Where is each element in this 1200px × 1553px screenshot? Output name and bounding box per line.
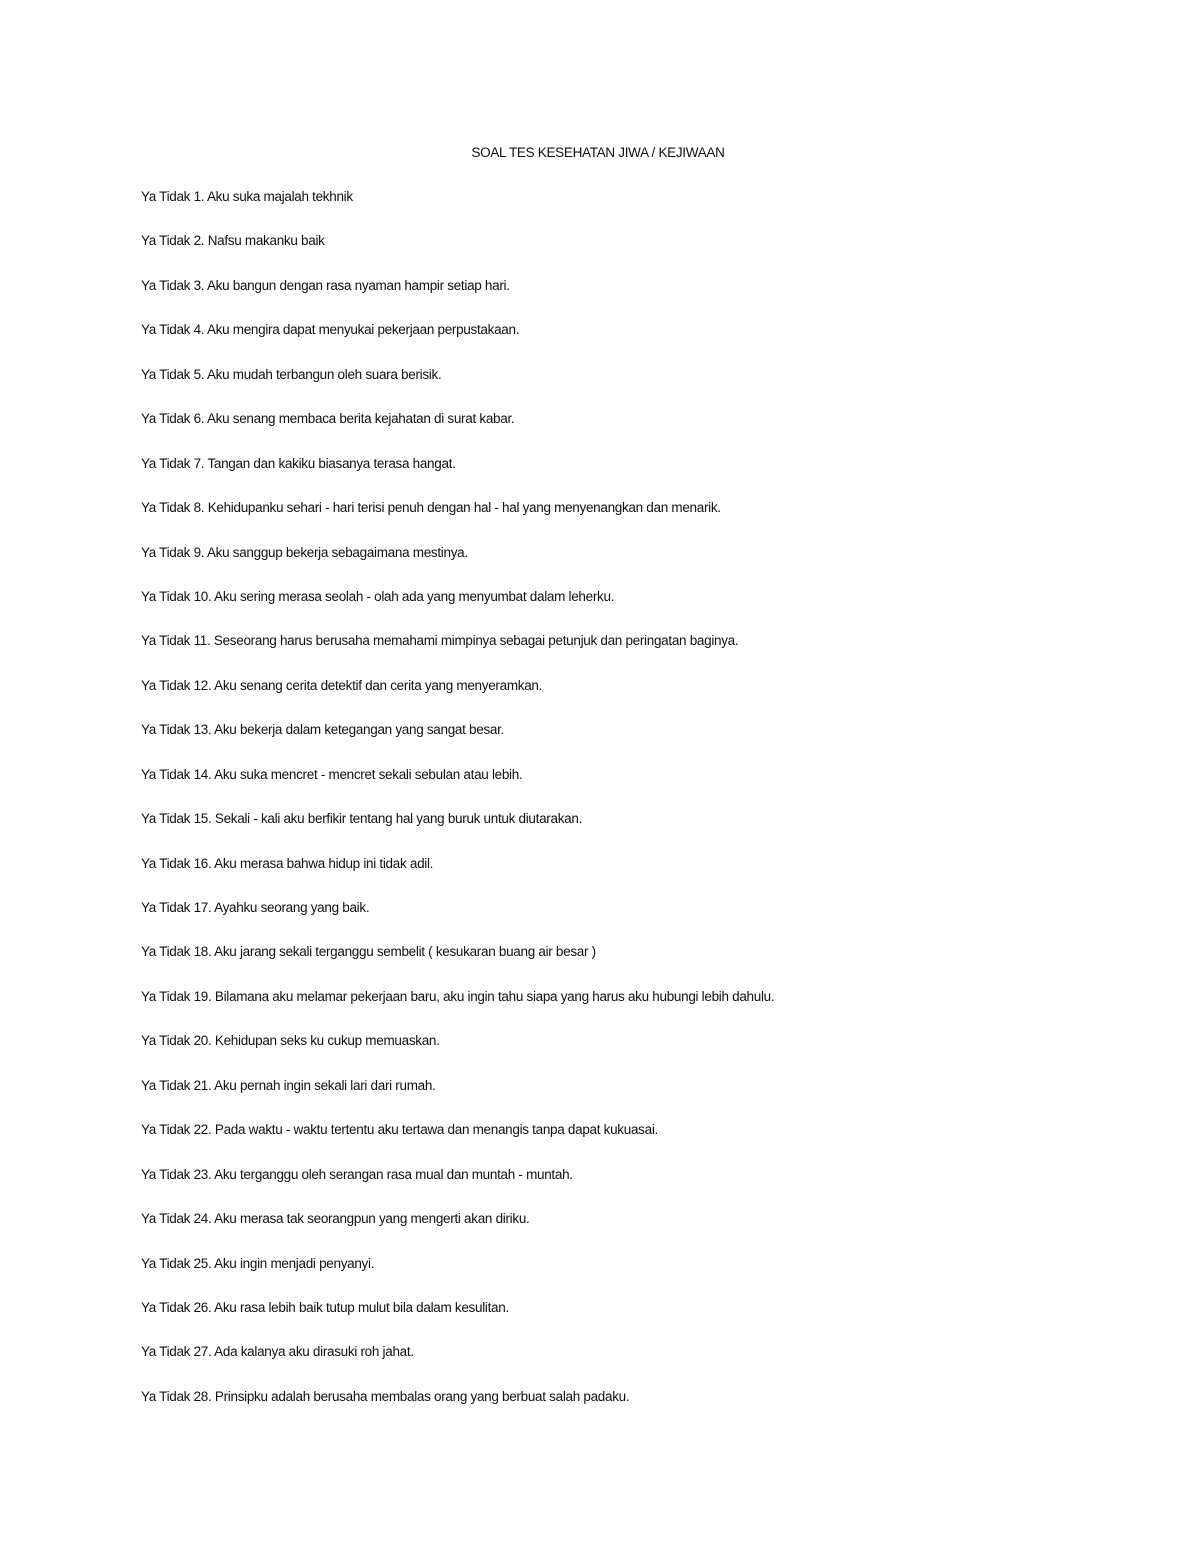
question-item: Ya Tidak 20. Kehidupan seks ku cukup memuaskan.: [141, 1033, 440, 1049]
question-item: Ya Tidak 25. Aku ingin menjadi penyanyi.: [141, 1255, 375, 1271]
question-item: Ya Tidak 18. Aku jarang sekali terganggu sembelit ( kesukaran buang air besar ): [141, 944, 596, 960]
question-item: Ya Tidak 23. Aku terganggu oleh serangan rasa mual dan muntah - muntah.: [141, 1166, 573, 1182]
question-item: Ya Tidak 27. Ada kalanya aku dirasuki roh jahat.: [141, 1344, 414, 1360]
question-item: Ya Tidak 13. Aku bekerja dalam ketegangan yang sangat besar.: [141, 722, 505, 738]
question-item: Ya Tidak 10. Aku sering merasa seolah - olah ada yang menyumbat dalam leherku.: [141, 588, 615, 604]
question-item: Ya Tidak 26. Aku rasa lebih baik tutup mulut bila dalam kesulitan.: [141, 1299, 509, 1315]
question-item: Ya Tidak 19. Bilamana aku melamar pekerjaan baru, aku ingin tahu siapa yang harus aku hubungi lebih dahulu.: [141, 988, 775, 1004]
question-item: Ya Tidak 15. Sekali - kali aku berfikir tentang hal yang buruk untuk diutarakan.: [141, 811, 583, 827]
question-list: [141, 175, 774, 1419]
question-item: Ya Tidak 28. Prinsipku adalah berusaha membalas orang yang berbuat salah padaku.: [141, 1388, 630, 1404]
question-item: Ya Tidak 7. Tangan dan kakiku biasanya terasa hangat.: [141, 455, 456, 471]
question-item: Ya Tidak 22. Pada waktu - waktu tertentu aku tertawa dan menangis tanpa dapat kukuasai.: [141, 1122, 658, 1138]
question-item: Ya Tidak 9. Aku sanggup bekerja sebagaimana mestinya.: [141, 544, 468, 560]
question-item: Ya Tidak 1. Aku suka majalah tekhnik: [141, 189, 353, 204]
question-item: Ya Tidak 3. Aku bangun dengan rasa nyaman hampir setiap hari.: [141, 277, 510, 293]
question-item: Ya Tidak 8. Kehidupanku sehari - hari terisi penuh dengan hal - hal yang menyenangkan dan menarik.: [141, 500, 721, 516]
question-item: Ya Tidak 2. Nafsu makanku baik: [141, 233, 325, 249]
question-item: Ya Tidak 4. Aku mengira dapat menyukai pekerjaan perpustakaan.: [141, 322, 520, 338]
question-item: Ya Tidak 12. Aku senang cerita detektif dan cerita yang menyeramkan.: [141, 677, 543, 693]
question-item: Ya Tidak 6. Aku senang membaca berita kejahatan di surat kabar.: [141, 411, 515, 427]
question-item: Ya Tidak 5. Aku mudah terbangun oleh suara berisik.: [141, 366, 442, 382]
question-item: Ya Tidak 16. Aku merasa bahwa hidup ini tidak adil.: [141, 855, 434, 871]
question-item: Ya Tidak 24. Aku merasa tak seorangpun yang mengerti akan diriku.: [141, 1211, 530, 1227]
question-item: Ya Tidak 14. Aku suka mencret - mencret sekali sebulan atau lebih.: [141, 766, 523, 782]
question-item: Ya Tidak 17. Ayahku seorang yang baik.: [141, 900, 370, 915]
question-item: Ya Tidak 11. Seseorang harus berusaha memahami mimpinya sebagai petunjuk dan peringatan baginya.: [141, 633, 739, 649]
document-title: SOAL TES KESEHATAN JIWA / KEJIWAAN: [471, 145, 725, 160]
question-item: Ya Tidak 21. Aku pernah ingin sekali lari dari rumah.: [141, 1077, 436, 1093]
